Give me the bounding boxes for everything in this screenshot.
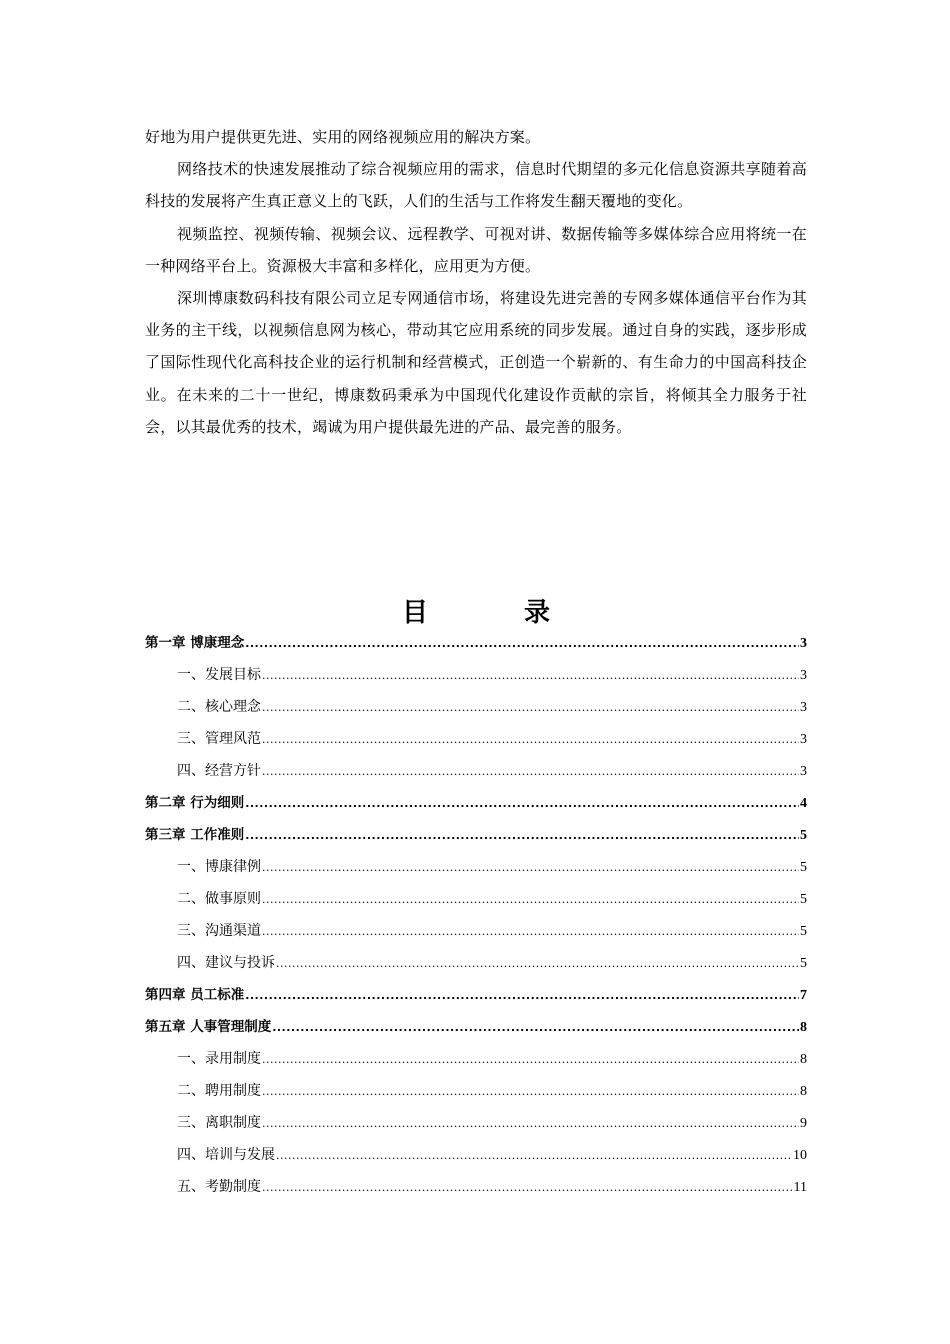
toc-entry-label: 第一章 博康理念 <box>145 635 245 651</box>
toc-page-number: 7 <box>800 988 807 1003</box>
toc-section-entry[interactable] <box>145 1171 807 1203</box>
toc-leader-dots <box>262 724 799 756</box>
toc-entry-label: 五、考勤制度 <box>177 1179 261 1195</box>
toc-entry-label: 第二章 行为细则 <box>145 795 245 811</box>
toc-leader-dots <box>262 884 799 916</box>
toc-page-number: 8 <box>800 1052 807 1067</box>
toc-section-entry[interactable] <box>145 1043 807 1075</box>
toc-page-number: 5 <box>800 956 807 971</box>
toc-chapter-entry[interactable] <box>145 979 807 1011</box>
table-of-contents <box>145 627 807 1203</box>
toc-page-number: 8 <box>800 1084 807 1099</box>
toc-entry-label: 二、核心理念 <box>177 699 261 715</box>
toc-entry-label: 三、沟通渠道 <box>177 923 261 939</box>
toc-page-number: 5 <box>800 828 807 843</box>
toc-page-number: 4 <box>800 796 807 811</box>
toc-page-number: 9 <box>800 1116 807 1131</box>
toc-leader-dots <box>276 1140 792 1172</box>
toc-chapter-entry[interactable] <box>145 627 807 659</box>
toc-section-entry[interactable] <box>145 691 807 723</box>
toc-page-number: 3 <box>800 700 807 715</box>
toc-page-number: 5 <box>800 860 807 875</box>
toc-page-number: 5 <box>800 924 807 939</box>
toc-leader-dots <box>262 660 799 692</box>
toc-leader-dots <box>262 1076 799 1108</box>
toc-leader-dots <box>245 980 799 1012</box>
toc-chapter-entry[interactable] <box>145 819 807 851</box>
paragraph: 网络技术的快速发展推动了综合视频应用的需求，信息时代期望的多元化信息资源共享随着高科技的发展将产生真正意义上的飞跃，人们的生活与工作将发生翻天覆地的变化。 <box>145 160 807 211</box>
toc-section-entry[interactable] <box>145 1075 807 1107</box>
toc-leader-dots <box>262 1044 799 1076</box>
body-text <box>145 121 807 443</box>
toc-entry-label: 三、离职制度 <box>177 1115 261 1131</box>
toc-leader-dots <box>245 788 799 820</box>
toc-page-number: 3 <box>800 636 807 651</box>
toc-entry-label: 第四章 员工标准 <box>145 987 245 1003</box>
toc-leader-dots <box>262 916 799 948</box>
toc-entry-label: 一、博康律例 <box>177 859 261 875</box>
toc-section-entry[interactable] <box>145 1107 807 1139</box>
toc-page-number: 3 <box>800 732 807 747</box>
toc-section-entry[interactable] <box>145 915 807 947</box>
toc-section-entry[interactable] <box>145 659 807 691</box>
toc-entry-label: 四、经营方针 <box>177 763 261 779</box>
toc-leader-dots <box>262 852 799 884</box>
toc-page-number: 11 <box>793 1180 807 1195</box>
toc-title-right: 录 <box>524 598 551 628</box>
paragraph: 好地为用户提供更先进、实用的网络视频应用的解决方案。 <box>145 128 541 146</box>
toc-page-number: 3 <box>800 668 807 683</box>
toc-title <box>145 592 807 629</box>
toc-leader-dots <box>262 756 799 788</box>
toc-title-left: 目 <box>401 598 428 628</box>
toc-entry-label: 第五章 人事管理制度 <box>145 1019 272 1035</box>
toc-leader-dots <box>272 1012 799 1044</box>
toc-chapter-entry[interactable] <box>145 787 807 819</box>
toc-page-number: 5 <box>800 892 807 907</box>
toc-entry-label: 四、建议与投诉 <box>177 955 275 971</box>
toc-leader-dots <box>245 628 799 660</box>
toc-chapter-entry[interactable] <box>145 1011 807 1043</box>
toc-entry-label: 二、做事原则 <box>177 891 261 907</box>
toc-leader-dots <box>245 820 799 852</box>
paragraph: 深圳博康数码科技有限公司立足专网通信市场，将建设先进完善的专网多媒体通信平台作为其业务的主干线，以视频信息网为核心，带动其它应用系统的同步发展。通过自身的实践，逐步形成了国际性现代化高科技企业的运行机制和经营模式，正创造一个崭新的、有生命力的中国高科技企业。在未来的二十一世纪，博康数码秉承为中国现代化建设作贡献的宗旨，将倾其全力服务于社会，以其最优秀的技术，竭诚为用户提供最先进的产品、最完善的服务。 <box>145 289 807 436</box>
toc-section-entry[interactable] <box>145 1139 807 1171</box>
toc-section-entry[interactable] <box>145 723 807 755</box>
toc-section-entry[interactable] <box>145 883 807 915</box>
paragraph: 视频监控、视频传输、视频会议、远程教学、可视对讲、数据传输等多媒体综合应用将统一在一种网络平台上。资源极大丰富和多样化，应用更为方便。 <box>145 224 807 275</box>
toc-section-entry[interactable] <box>145 851 807 883</box>
toc-leader-dots <box>276 948 799 980</box>
toc-page-number: 8 <box>800 1020 807 1035</box>
toc-page-number: 3 <box>800 764 807 779</box>
toc-entry-label: 一、录用制度 <box>177 1051 261 1067</box>
toc-entry-label: 二、聘用制度 <box>177 1083 261 1099</box>
toc-entry-label: 一、发展目标 <box>177 667 261 683</box>
toc-leader-dots <box>262 692 799 724</box>
toc-leader-dots <box>262 1108 799 1140</box>
toc-section-entry[interactable] <box>145 947 807 979</box>
toc-section-entry[interactable] <box>145 755 807 787</box>
toc-entry-label: 三、管理风范 <box>177 731 261 747</box>
toc-entry-label: 第三章 工作准则 <box>145 827 245 843</box>
toc-page-number: 10 <box>793 1148 807 1163</box>
toc-entry-label: 四、培训与发展 <box>177 1147 275 1163</box>
toc-leader-dots <box>262 1172 793 1204</box>
